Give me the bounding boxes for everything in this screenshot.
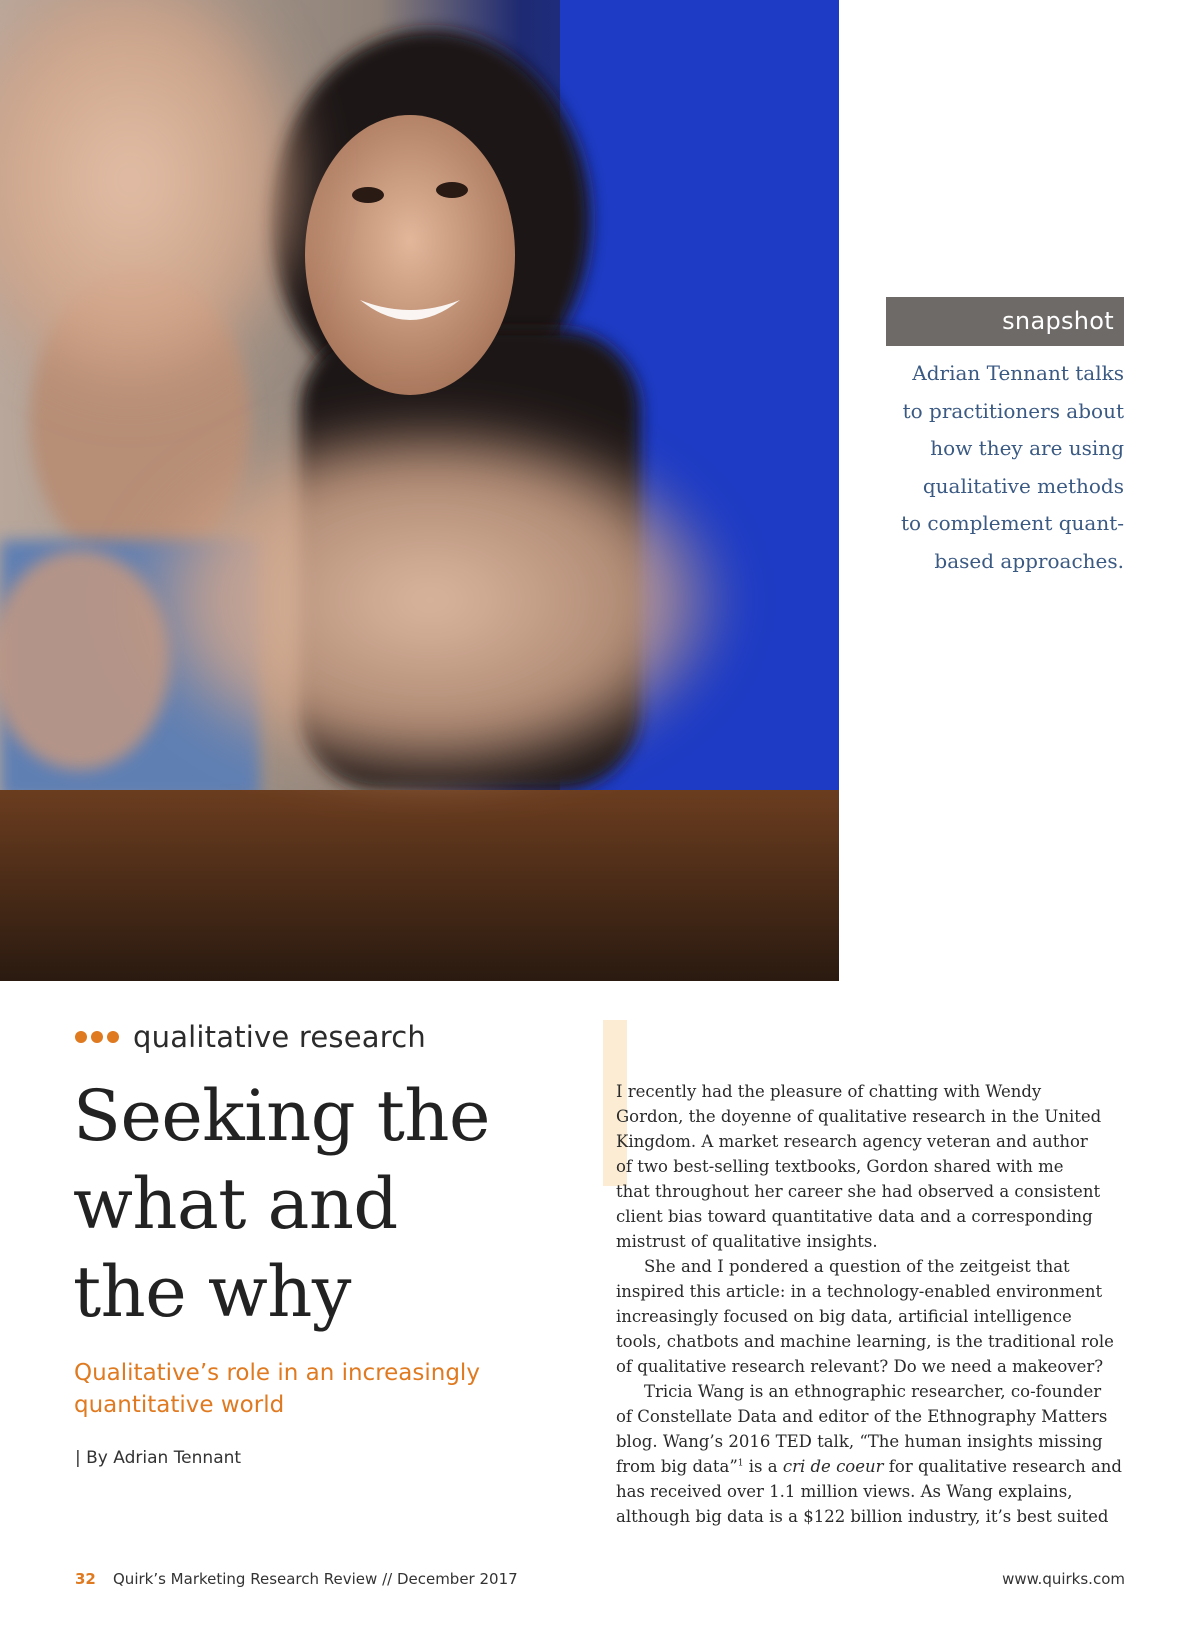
headline-line: Seeking the [73, 1075, 490, 1157]
section-tag [75, 1017, 426, 1057]
website-link[interactable]: www.quirks.com [1002, 1570, 1125, 1588]
body-line: increasingly focused on big data, artificial intelligence [616, 1307, 1072, 1326]
body-line: tools, chatbots and machine learning, is the traditional role [616, 1332, 1114, 1351]
article-body [616, 1079, 1130, 1529]
body-line: Gordon, the doyenne of qualitative research in the United [616, 1107, 1102, 1126]
paragraph [616, 1254, 1130, 1379]
paragraph [616, 1079, 1130, 1254]
snapshot-line: based approaches. [934, 548, 1124, 573]
subhead-line: Qualitative’s role in an increasingly [74, 1360, 480, 1386]
byline: | By Adrian Tennant [75, 1448, 242, 1468]
headline-line: what and [73, 1163, 398, 1245]
page-footer [75, 1570, 1125, 1590]
three-dots-icon [75, 1031, 119, 1043]
photo-image [0, 0, 839, 981]
body-line: Tricia Wang is an ethnographic researcher, co-founder [644, 1382, 1102, 1401]
body-line [616, 1454, 1130, 1479]
body-line: of qualitative research relevant? Do we need a makeover? [616, 1357, 1104, 1376]
page-number: 32 [75, 1570, 96, 1588]
body-line: that throughout her career she had observed a consistent [616, 1182, 1101, 1201]
snapshot-label: snapshot [886, 297, 1124, 346]
snapshot-line: how they are using [930, 436, 1124, 460]
body-line: mistrust of qualitative insights. [616, 1232, 878, 1251]
body-line: client bias toward quantitative data and a corresponding [616, 1207, 1093, 1226]
body-line: has received over 1.1 million views. As Wang explains, [616, 1482, 1073, 1501]
body-text-run: from big data” [616, 1457, 738, 1476]
publication-info: Quirk’s Marketing Research Review // December 2017 [113, 1570, 518, 1588]
snapshot-line: to complement quant- [900, 511, 1124, 535]
body-line: inspired this article: in a technology-enabled environment [616, 1282, 1103, 1301]
body-line: although big data is a $122 billion industry, it’s best suited [616, 1507, 1109, 1526]
body-text-run: is a [743, 1457, 783, 1476]
headline-line: the why [73, 1251, 351, 1333]
body-line: blog. Wang’s 2016 TED talk, “The human insights missing [616, 1432, 1103, 1451]
hero-photo [0, 0, 839, 981]
paragraph [616, 1379, 1130, 1529]
snapshot-line: qualitative methods [922, 473, 1124, 498]
body-line: I recently had the pleasure of chatting with Wendy [616, 1082, 1042, 1101]
subhead-line: quantitative world [74, 1392, 285, 1418]
footnote-ref: 1 [737, 1458, 744, 1469]
body-line: of Constellate Data and editor of the Ethnography Matters [616, 1407, 1108, 1426]
article-headline [73, 1072, 543, 1336]
snapshot-line: Adrian Tennant talks [912, 361, 1124, 385]
italic-phrase: cri de coeur [782, 1457, 884, 1476]
snapshot-sidebar [886, 297, 1124, 580]
body-line: She and I pondered a question of the zeitgeist that [644, 1257, 1070, 1276]
snapshot-summary [886, 355, 1124, 580]
body-text-run: for qualitative research and [883, 1457, 1122, 1476]
article-subhead [74, 1357, 494, 1421]
body-line: of two best-selling textbooks, Gordon shared with me [616, 1157, 1064, 1176]
section-label: qualitative research [133, 1020, 426, 1054]
body-line: Kingdom. A market research agency veteran and author [616, 1132, 1088, 1151]
snapshot-line: to practitioners about [902, 398, 1124, 423]
